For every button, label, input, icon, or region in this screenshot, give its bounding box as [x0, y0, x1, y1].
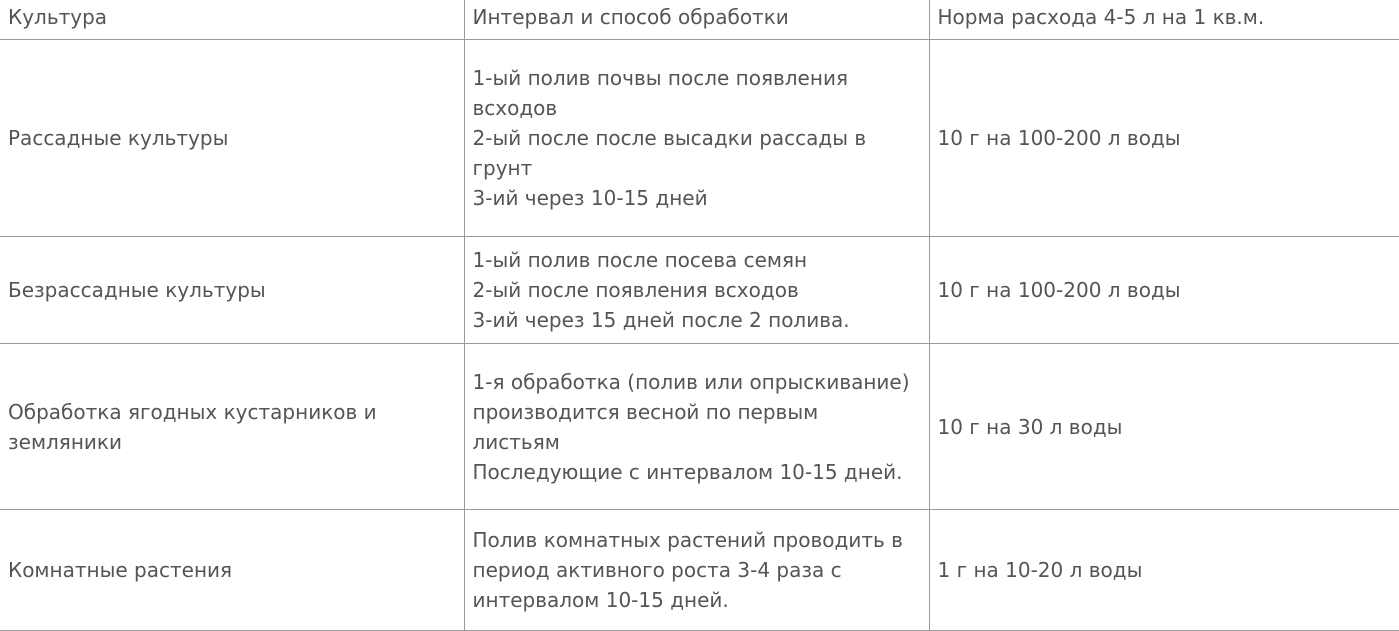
- interval-line: период активного роста 3-4 раза с: [472, 558, 842, 582]
- cell-rate: 10 г на 100-200 л воды: [929, 40, 1399, 237]
- interval-line: Последующие с интервалом 10-15 дней.: [472, 459, 903, 484]
- interval-line: 1-ый полив почвы после появления: [472, 66, 848, 90]
- interval-line: 1-я обработка (полив или опрыскивание): [472, 369, 910, 394]
- cell-rate: 10 г на 100-200 л воды: [929, 237, 1399, 344]
- header-culture: Культура: [0, 0, 464, 40]
- interval-line: интервалом 10-15 дней.: [472, 588, 729, 612]
- interval-line: листьям: [472, 429, 560, 454]
- header-rate: Норма расхода 4-5 л на 1 кв.м.: [929, 0, 1399, 40]
- culture-line: земляники: [8, 429, 122, 454]
- table-row: [0, 237, 1399, 344]
- interval-line: 3-ий через 10-15 дней: [472, 186, 708, 210]
- cell-culture: Комнатные растения: [0, 510, 464, 631]
- interval-line: всходов: [472, 96, 558, 120]
- header-interval: Интервал и способ обработки: [464, 0, 929, 40]
- cell-culture: [0, 344, 464, 510]
- table-row: [0, 40, 1399, 237]
- interval-line: 2-ый после после высадки рассады в: [472, 126, 867, 150]
- interval-line: производится весной по первым: [472, 399, 819, 424]
- interval-line: Полив комнатных растений проводить в: [472, 528, 903, 552]
- interval-line: грунт: [472, 156, 533, 180]
- cell-rate: 10 г на 30 л воды: [929, 344, 1399, 510]
- cell-culture: Безрассадные культуры: [0, 237, 464, 344]
- table-header-row: [0, 0, 1399, 40]
- cell-interval: [464, 40, 929, 237]
- interval-line: 2-ый после появления всходов: [472, 278, 799, 302]
- table-row: [0, 510, 1399, 631]
- culture-line: Обработка ягодных кустарников и: [8, 399, 377, 424]
- cell-interval: [464, 344, 929, 510]
- cell-interval: [464, 510, 929, 631]
- interval-line: 1-ый полив после посева семян: [472, 248, 808, 272]
- cell-interval: [464, 237, 929, 344]
- table-row: [0, 344, 1399, 510]
- interval-line: 3-ий через 15 дней после 2 полива.: [472, 308, 850, 332]
- cell-culture: Рассадные культуры: [0, 40, 464, 237]
- cell-rate: 1 г на 10-20 л воды: [929, 510, 1399, 631]
